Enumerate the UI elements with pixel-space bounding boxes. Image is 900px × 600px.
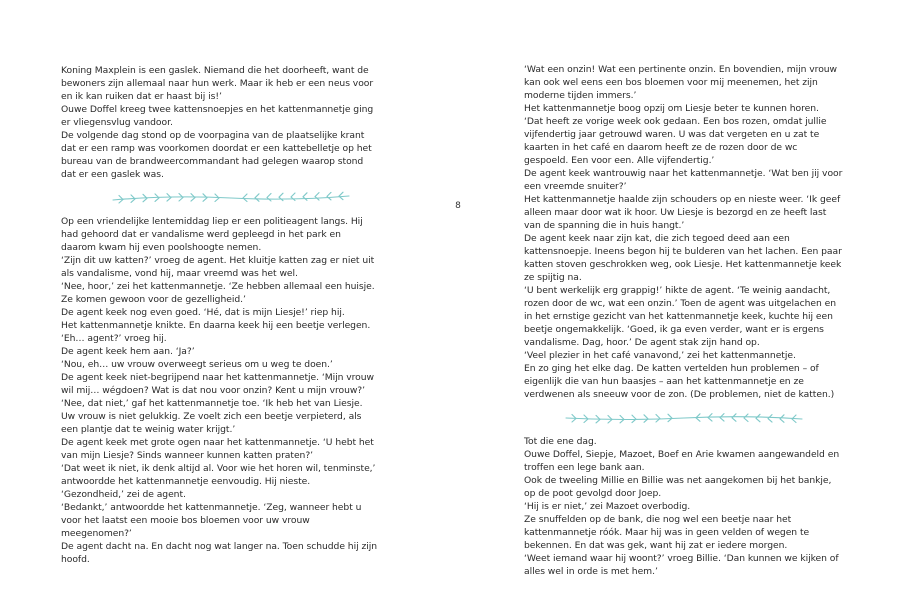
paragraph: Het kattenmannetje knikte. En daarna keek hij een beetje verlegen.	[61, 320, 371, 331]
paragraph: ‘Veel plezier in het café vanavond,’ zei het kattenmannetje.	[524, 350, 796, 361]
paragraph: ‘Wat een onzin! Wat een pertinente onzin. En bovendien, mijn vrouw kan ook wel eens een bos bloemen voor mij meenemen, het zijn moderne tijden immers.’	[524, 64, 838, 101]
left-section-1	[61, 64, 377, 181]
right-section-1	[524, 63, 844, 401]
left-page	[61, 64, 377, 566]
paragraph: De agent keek hem aan. ‘Ja?’	[61, 346, 195, 357]
right-section-2	[524, 435, 844, 578]
paragraph: Ze snuffelden op de bank, die nog wel een beetje naar het kattenmannetje róók. Maar hij was in geen velden of wegen te bekennen. En dat was gek, want hij zat er iedere morgen.	[524, 514, 810, 551]
paragraph: De volgende dag stond op de voorpagina van de plaatselijke krant dat er een ramp was voorkomen doordat er een kattebelletje op het bureau van de brandweercommandant had gelegen waarop stond dat er een gaslek was.	[61, 130, 372, 180]
paragraph: Het kattenmannetje boog opzij om Liesje beter te kunnen horen.	[524, 103, 819, 114]
paragraph: De agent keek niet-begrijpend naar het kattenmannetje. ‘Mijn vrouw wil mij… wégdoen? Wat is dat nou voor onzin? Kent u mijn vrouw?’	[61, 372, 374, 396]
paragraph: De agent keek met grote ogen naar het kattenmannetje. ‘U hebt het van mijn Liesje? Sinds wanneer kunnen katten praten?’	[61, 437, 374, 461]
paragraph: Ook de tweeling Millie en Billie was net aangekomen bij het bankje, op de poot gevolgd door Joep.	[524, 475, 832, 499]
paragraph: De agent keek wantrouwig naar het kattenmannetje. ‘Wat ben jij voor een vreemde snuiter?’	[524, 168, 843, 192]
paragraph: ‘Gezondheid,’ zei de agent.	[61, 489, 186, 500]
paragraph: Op een vriendelijke lentemiddag liep er een politieagent langs. Hij had gehoord dat er vandalisme werd gepleegd in het park en daarom kwam hij even poolshoogte nemen.	[61, 216, 363, 253]
paragraph: Ouwe Doffel kreeg twee kattensnoepjes en het kattenmannetje ging er vliegensvlug vandoor.	[61, 104, 374, 128]
paragraph: Het kattenmannetje haalde zijn schouders op en nieste weer. ‘Ik geef alleen maar door wat ik hoor. Uw Liesje is bezorgd en ze heeft last van de spanning die in huis hangt.’	[524, 194, 841, 231]
paragraph: ‘Dat weet ik niet, ik denk altijd al. Voor wie het horen wil, tenminste,’ antwoordde het kattenmannetje eenvoudig. Hij nieste.	[61, 463, 376, 487]
paragraph: ‘Dat heeft ze vorige week ook gedaan. Een bos rozen, omdat jullie vijfendertig jaar getrouwd waren. U was dat vergeten en u zat te kaarten in het café en daarom heeft ze de rozen door de wc gespoeld. Een voor een. Alle vijfendertig.’	[524, 116, 827, 166]
paragraph: Koning Maxplein is een gaslek. Niemand die het doorheeft, want de bewoners zijn allemaal naar hun werk. Maar ik heb er een neus voor en ik kan ruiken dat er haast bij is!’	[61, 65, 374, 102]
paragraph: De agent keek naar zijn kat, die zich tegoed deed aan een kattensnoepje. Ineens begon hij te bulderen van het lachen. Een paar katten stoven geschrokken weg, ook Liesje. Het kattenmannetje keek ze spijtig na.	[524, 233, 842, 283]
vine-ornament-icon	[111, 190, 351, 206]
paragraph: ‘Nee, hoor,’ zei het kattenmannetje. ‘Ze hebben allemaal een huisje. Ze komen gewoon voor de gezelligheid.’	[61, 281, 375, 305]
paragraph: De agent dacht na. En dacht nog wat langer na. Toen schudde hij zijn hoofd.	[61, 541, 377, 565]
paragraph: ‘Nou, eh… uw vrouw overweegt serieus om u weg te doen.’	[61, 359, 333, 370]
vine-ornament-icon	[564, 410, 804, 426]
paragraph: ‘Zijn dit uw katten?’ vroeg de agent. Het kluitje katten zag er niet uit als vandalisme, vond hij, maar vreemd was het wel.	[61, 255, 375, 279]
paragraph: ‘Weet iemand waar hij woont?’ vroeg Billie. ‘Dan kunnen we kijken of alles wel in orde is met hem.’	[524, 553, 839, 577]
paragraph: Ouwe Doffel, Siepje, Mazoet, Boef en Arie kwamen aangewandeld en troffen een lege bank aan.	[524, 449, 840, 473]
paragraph: En zo ging het elke dag. De katten vertelden hun problemen – of eigenlijk die van hun baasjes – aan het kattenmannetje en ze verdwenen als sneeuw voor de zon. (De problemen, niet de katten.)	[524, 363, 835, 400]
page-number: 8	[455, 201, 461, 211]
paragraph: De agent keek nog even goed. ‘Hé, dat is mijn Liesje!’ riep hij.	[61, 307, 345, 318]
right-page	[524, 63, 844, 578]
paragraph: ‘U bent werkelijk erg grappig!’ hikte de agent. ‘Te weinig aandacht, rozen door de wc, wat een onzin.’ Toen de agent was uitgelachen en in het ernstige gezicht van het kattenmannetje keek, kuchte hij een beetje ongemakkelijk. ‘Goed, ik ga even verder, want er is ergens vandalisme. Dag, hoor.’ De agent stak zijn hand op.	[524, 285, 836, 348]
paragraph: Tot die ene dag.	[524, 436, 597, 447]
paragraph: ‘Eh… agent?’ vroeg hij.	[61, 333, 167, 344]
paragraph: ‘Bedankt,’ antwoordde het kattenmannetje. ‘Zeg, wanneer hebt u voor het laatst een mooie bos bloemen voor uw vrouw meegenomen?’	[61, 502, 362, 539]
paragraph: ‘Hij is er niet,’ zei Mazoet overbodig.	[524, 501, 691, 512]
paragraph: ‘Nee, dat niet,’ gaf het kattenmannetje toe. ‘Ik heb het van Liesje. Uw vrouw is niet gelukkig. Ze voelt zich een beetje verpieterd, als een plantje dat te weinig water krijgt.’	[61, 398, 363, 435]
left-section-2	[61, 215, 377, 566]
